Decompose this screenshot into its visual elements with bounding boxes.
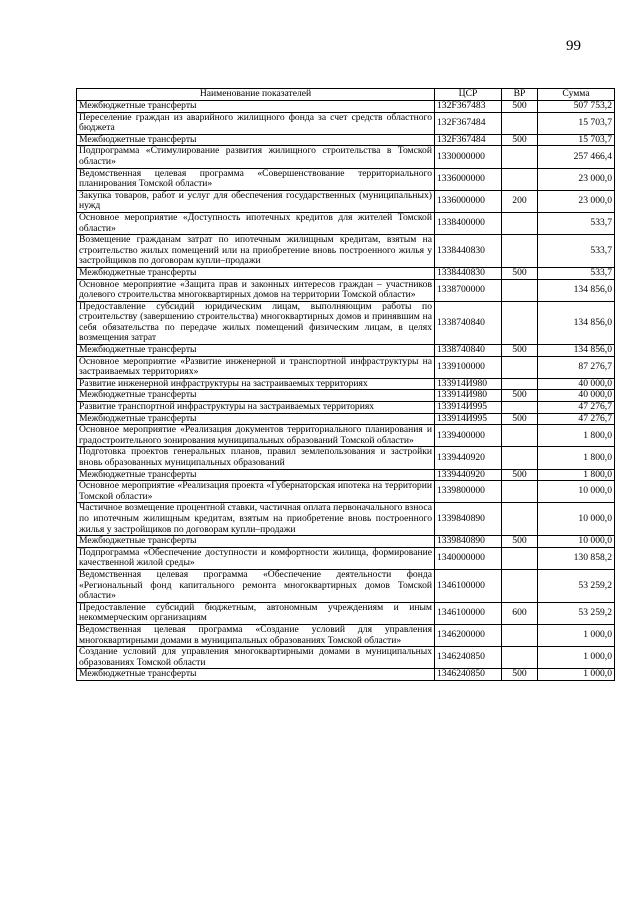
cell-vr: 500 xyxy=(502,469,538,481)
cell-sum: 257 466,4 xyxy=(538,146,615,168)
cell-sum: 10 000,0 xyxy=(538,536,615,548)
cell-sum: 47 276,7 xyxy=(538,413,615,425)
cell-csr: 1339840890 xyxy=(435,536,502,548)
cell-name: Межбюджетные трансферты xyxy=(77,669,435,681)
cell-csr: 1339440920 xyxy=(435,469,502,481)
cell-name: Подпрограмма «Обеспечение доступности и комфортности жилища, формирование качественной жилой среды» xyxy=(77,547,435,569)
cell-sum: 134 856,0 xyxy=(538,301,615,344)
cell-vr xyxy=(502,279,538,301)
cell-vr xyxy=(502,547,538,569)
cell-vr xyxy=(502,378,538,390)
cell-csr: 1346100000 xyxy=(435,569,502,602)
cell-csr: 1346240850 xyxy=(435,647,502,669)
cell-vr xyxy=(502,447,538,469)
table-row xyxy=(77,602,615,624)
header-sum: Сумма xyxy=(538,89,615,101)
cell-sum: 15 703,7 xyxy=(538,134,615,146)
cell-name: Возмещение гражданам затрат по ипотечным жилищным кредитам, взятым на строительство жилых помещений или на приобретение вновь построенного жилья у застройщиков по договорам купли–продажи xyxy=(77,235,435,268)
cell-name: Основное мероприятие «Реализация документов территориального планирования и градостроительного зонирования муниципальных образований Томской области» xyxy=(77,425,435,447)
cell-csr: 1336000000 xyxy=(435,190,502,212)
cell-sum: 40 000,0 xyxy=(538,390,615,402)
table-row xyxy=(77,413,615,425)
cell-csr: 1339440920 xyxy=(435,447,502,469)
table-row xyxy=(77,212,615,234)
cell-sum: 1 800,0 xyxy=(538,447,615,469)
cell-vr: 500 xyxy=(502,669,538,681)
cell-sum: 134 856,0 xyxy=(538,345,615,357)
cell-name: Подготовка проектов генеральных планов, правил землепользования и застройки вновь образованных муниципальных образований xyxy=(77,447,435,469)
cell-csr: 1346200000 xyxy=(435,624,502,646)
cell-vr xyxy=(502,481,538,503)
cell-csr: 132F367484 xyxy=(435,134,502,146)
cell-csr: 133914И980 xyxy=(435,378,502,390)
cell-csr: 1346100000 xyxy=(435,602,502,624)
table-row xyxy=(77,503,615,536)
cell-name: Межбюджетные трансферты xyxy=(77,267,435,279)
cell-sum: 533,7 xyxy=(538,235,615,268)
cell-name: Основное мероприятие «Реализация проекта «Губернаторская ипотека на территории Томской области» xyxy=(77,481,435,503)
cell-vr xyxy=(502,402,538,414)
cell-name: Ведомственная целевая программа «Совершенствование территориального планирования Томской области» xyxy=(77,168,435,190)
cell-vr xyxy=(502,356,538,378)
cell-sum: 1 800,0 xyxy=(538,425,615,447)
table-row xyxy=(77,301,615,344)
table-row xyxy=(77,547,615,569)
cell-sum: 23 000,0 xyxy=(538,168,615,190)
cell-name: Межбюджетные трансферты xyxy=(77,134,435,146)
table-row xyxy=(77,669,615,681)
table-row xyxy=(77,536,615,548)
cell-sum: 1 000,0 xyxy=(538,624,615,646)
table-row xyxy=(77,146,615,168)
cell-name: Межбюджетные трансферты xyxy=(77,469,435,481)
cell-sum: 15 703,7 xyxy=(538,112,615,134)
cell-vr xyxy=(502,112,538,134)
table-row xyxy=(77,267,615,279)
cell-sum: 533,7 xyxy=(538,267,615,279)
cell-csr: 1338740840 xyxy=(435,301,502,344)
cell-vr xyxy=(502,624,538,646)
cell-vr xyxy=(502,569,538,602)
cell-name: Ведомственная целевая программа «Обеспечение деятельности фонда «Региональный фонд капитального ремонта многоквартирных домов Томской области» xyxy=(77,569,435,602)
cell-name: Межбюджетные трансферты xyxy=(77,101,435,113)
cell-sum: 134 856,0 xyxy=(538,279,615,301)
table-row xyxy=(77,190,615,212)
cell-vr xyxy=(502,212,538,234)
cell-vr: 500 xyxy=(502,413,538,425)
header-name: Наименование показателей xyxy=(77,89,435,101)
cell-name: Основное мероприятие «Развитие инженерной и транспортной инфраструктуры на застраиваемых территориях» xyxy=(77,356,435,378)
cell-name: Межбюджетные трансферты xyxy=(77,345,435,357)
cell-vr xyxy=(502,146,538,168)
cell-sum: 1 000,0 xyxy=(538,647,615,669)
cell-name: Подпрограмма «Стимулирование развития жилищного строительства в Томской области» xyxy=(77,146,435,168)
cell-name: Создание условий для управления многоквартирными домами в муниципальных образованиях Томской области xyxy=(77,647,435,669)
cell-csr: 1338440830 xyxy=(435,235,502,268)
cell-vr xyxy=(502,301,538,344)
cell-name: Развитие транспортной инфраструктуры на застраиваемых территориях xyxy=(77,402,435,414)
cell-csr: 1338700000 xyxy=(435,279,502,301)
header-vr: ВР xyxy=(502,89,538,101)
cell-csr: 1338440830 xyxy=(435,267,502,279)
table-row xyxy=(77,101,615,113)
table-row xyxy=(77,390,615,402)
cell-vr: 200 xyxy=(502,190,538,212)
cell-vr: 500 xyxy=(502,345,538,357)
cell-csr: 1336000000 xyxy=(435,168,502,190)
cell-sum: 10 000,0 xyxy=(538,503,615,536)
cell-csr: 132F367483 xyxy=(435,101,502,113)
cell-csr: 1340000000 xyxy=(435,547,502,569)
cell-sum: 507 753,2 xyxy=(538,101,615,113)
table-row xyxy=(77,134,615,146)
table-row xyxy=(77,569,615,602)
cell-csr: 1330000000 xyxy=(435,146,502,168)
table-row xyxy=(77,235,615,268)
table-body xyxy=(77,101,615,681)
cell-sum: 87 276,7 xyxy=(538,356,615,378)
cell-csr: 1338400000 xyxy=(435,212,502,234)
cell-sum: 23 000,0 xyxy=(538,190,615,212)
table-row xyxy=(77,402,615,414)
cell-name: Предоставление субсидий юридическим лицам, выполняющим работы по строительству (завершению строительства) многоквартирных домов и принявшим на себя обязательства по передаче жилых помещений физическим лицам, в целях возмещения затрат xyxy=(77,301,435,344)
cell-name: Основное мероприятие «Защита прав и законных интересов граждан – участников долевого строительства многоквартирных домов на территории Томской области» xyxy=(77,279,435,301)
cell-name: Ведомственная целевая программа «Создание условий для управления многоквартирными домами в муниципальных образованиях Томской области» xyxy=(77,624,435,646)
table-header-row xyxy=(77,89,615,101)
table-row xyxy=(77,112,615,134)
cell-vr: 500 xyxy=(502,267,538,279)
cell-name: Межбюджетные трансферты xyxy=(77,536,435,548)
cell-csr: 1339100000 xyxy=(435,356,502,378)
cell-vr: 600 xyxy=(502,602,538,624)
cell-csr: 1339400000 xyxy=(435,425,502,447)
cell-name: Межбюджетные трансферты xyxy=(77,390,435,402)
cell-csr: 1339840890 xyxy=(435,503,502,536)
cell-sum: 10 000,0 xyxy=(538,481,615,503)
table-row xyxy=(77,425,615,447)
table-row xyxy=(77,624,615,646)
cell-name: Переселение граждан из аварийного жилищного фонда за счет средств областного бюджета xyxy=(77,112,435,134)
cell-csr: 132F367484 xyxy=(435,112,502,134)
table-row xyxy=(77,447,615,469)
cell-sum: 40 000,0 xyxy=(538,378,615,390)
table-row xyxy=(77,168,615,190)
budget-table xyxy=(76,88,615,681)
cell-vr: 500 xyxy=(502,536,538,548)
table-row xyxy=(77,356,615,378)
table-row xyxy=(77,481,615,503)
cell-csr: 1338740840 xyxy=(435,345,502,357)
table-row xyxy=(77,469,615,481)
cell-csr: 133914И995 xyxy=(435,413,502,425)
cell-name: Частичное возмещение процентной ставки, частичная оплата первоначального взноса по ипотечным жилищным кредитам, взятым на приобретение вновь построенного жилья у застройщиков по договорам купли–продажи xyxy=(77,503,435,536)
cell-vr xyxy=(502,168,538,190)
cell-name: Межбюджетные трансферты xyxy=(77,413,435,425)
cell-vr: 500 xyxy=(502,134,538,146)
cell-sum: 130 858,2 xyxy=(538,547,615,569)
cell-vr xyxy=(502,503,538,536)
cell-csr: 133914И980 xyxy=(435,390,502,402)
cell-name: Развитие инженерной инфраструктуры на застраиваемых территориях xyxy=(77,378,435,390)
cell-sum: 1 000,0 xyxy=(538,669,615,681)
header-csr: ЦСР xyxy=(435,89,502,101)
cell-name: Предоставление субсидий бюджетным, автономным учреждениям и иным некоммерческим организациям xyxy=(77,602,435,624)
table-row xyxy=(77,279,615,301)
cell-sum: 53 259,2 xyxy=(538,569,615,602)
cell-vr: 500 xyxy=(502,390,538,402)
cell-name: Закупка товаров, работ и услуг для обеспечения государственных (муниципальных) нужд xyxy=(77,190,435,212)
page-number: 99 xyxy=(566,38,581,54)
cell-sum: 53 259,2 xyxy=(538,602,615,624)
cell-vr xyxy=(502,235,538,268)
cell-csr: 1339800000 xyxy=(435,481,502,503)
cell-csr: 133914И995 xyxy=(435,402,502,414)
table-row xyxy=(77,345,615,357)
cell-name: Основное мероприятие «Доступность ипотечных кредитов для жителей Томской области» xyxy=(77,212,435,234)
cell-sum: 1 800,0 xyxy=(538,469,615,481)
table-row xyxy=(77,647,615,669)
cell-vr: 500 xyxy=(502,101,538,113)
cell-sum: 47 276,7 xyxy=(538,402,615,414)
cell-vr xyxy=(502,647,538,669)
cell-sum: 533,7 xyxy=(538,212,615,234)
cell-vr xyxy=(502,425,538,447)
table-row xyxy=(77,378,615,390)
cell-csr: 1346240850 xyxy=(435,669,502,681)
